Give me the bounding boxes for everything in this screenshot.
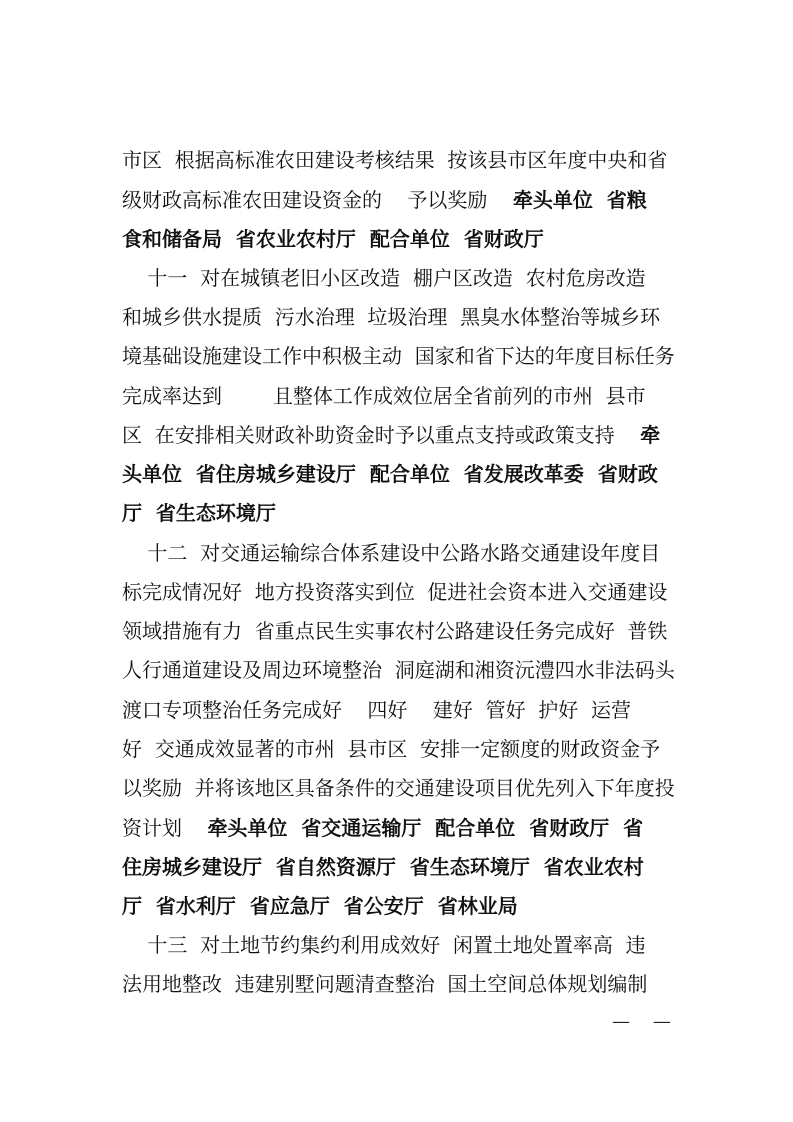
- text-segment: 渡口专项整治任务完成好 四好 建好 管好 护好 运营: [122, 698, 632, 722]
- text-line: [122, 572, 712, 612]
- text-segment-bold: 住房城乡建设厅 省自然资源厅 省生态环境厅 省农业农村: [122, 855, 644, 879]
- text-segment: 和城乡供水提质 污水治理 垃圾治理 黑臭水体整治等城乡环: [122, 305, 661, 329]
- text-segment: 十二 对交通运输综合体系建设中公路水路交通建设年度目: [122, 541, 661, 565]
- text-segment-bold: 牵头单位 省交通运输厅 配合单位 省财政厅 省: [207, 816, 644, 840]
- text-segment: 级财政高标准农田建设资金的 予以奖励: [122, 188, 513, 212]
- text-line: [122, 847, 712, 887]
- text-line: [122, 925, 712, 965]
- text-line: [122, 140, 712, 180]
- text-segment: 资计划: [122, 816, 208, 840]
- text-line: [122, 533, 712, 573]
- text-segment: 市区 根据高标准农田建设考核结果 按该县市区年度中央和省: [122, 148, 668, 172]
- text-line: [122, 180, 712, 220]
- text-segment: 区 在安排相关财政补助资金时予以重点支持或政策支持: [122, 423, 641, 447]
- text-line: [122, 611, 712, 651]
- page-number-footer: — —: [612, 1011, 671, 1032]
- text-segment-bold: 头单位 省住房城乡建设厅 配合单位 省发展改革委 省财政: [122, 462, 658, 486]
- text-line: [122, 415, 712, 455]
- text-segment-bold: 食和储备局 省农业农村厅 配合单位 省财政厅: [122, 227, 544, 251]
- text-segment: 十一 对在城镇老旧小区改造 棚户区改造 农村危房改造: [122, 266, 646, 290]
- text-line: [122, 336, 712, 376]
- text-segment-bold: 厅 省生态环境厅: [122, 501, 276, 525]
- text-line: [122, 729, 712, 769]
- text-line: [122, 886, 712, 926]
- text-line: [122, 297, 712, 337]
- text-line: [122, 768, 712, 808]
- text-segment: 以奖励 并将该地区具备条件的交通建设项目优先列入下年度投: [122, 776, 675, 800]
- text-segment: 好 交通成效显著的市州 县市区 安排一定额度的财政资金予: [122, 737, 661, 761]
- text-segment: 人行通道建设及周边环境整治 洞庭湖和湘资沅澧四水非法码头: [122, 658, 675, 682]
- text-line: [122, 808, 712, 848]
- text-line: [122, 454, 712, 494]
- text-line: [122, 258, 712, 298]
- text-segment-bold: 厅 省水利厅 省应急厅 省公安厅 省林业局: [122, 894, 518, 918]
- text-line: [122, 690, 712, 730]
- text-line: [122, 376, 712, 416]
- text-segment: 法用地整改 违建别墅问题清查整治 国土空间总体规划编制: [122, 972, 648, 996]
- text-segment: 境基础设施建设工作中积极主动 国家和省下达的年度目标任务: [122, 344, 675, 368]
- text-segment: 完成率达到 且整体工作成效位居全省前列的市州 县市: [122, 384, 646, 408]
- text-segment-bold: 牵: [640, 423, 661, 447]
- text-segment: 十三 对土地节约集约利用成效好 闲置土地处置率高 违: [122, 933, 646, 957]
- text-line: [122, 219, 712, 259]
- text-segment: 领域措施有力 省重点民生实事农村公路建设任务完成好 普铁: [122, 619, 668, 643]
- text-line: [122, 650, 712, 690]
- text-segment: 标完成情况好 地方投资落实到位 促进社会资本进入交通建设: [122, 580, 668, 604]
- text-line: [122, 493, 712, 533]
- text-segment-bold: 牵头单位 省粮: [512, 188, 647, 212]
- text-line: [122, 964, 712, 1004]
